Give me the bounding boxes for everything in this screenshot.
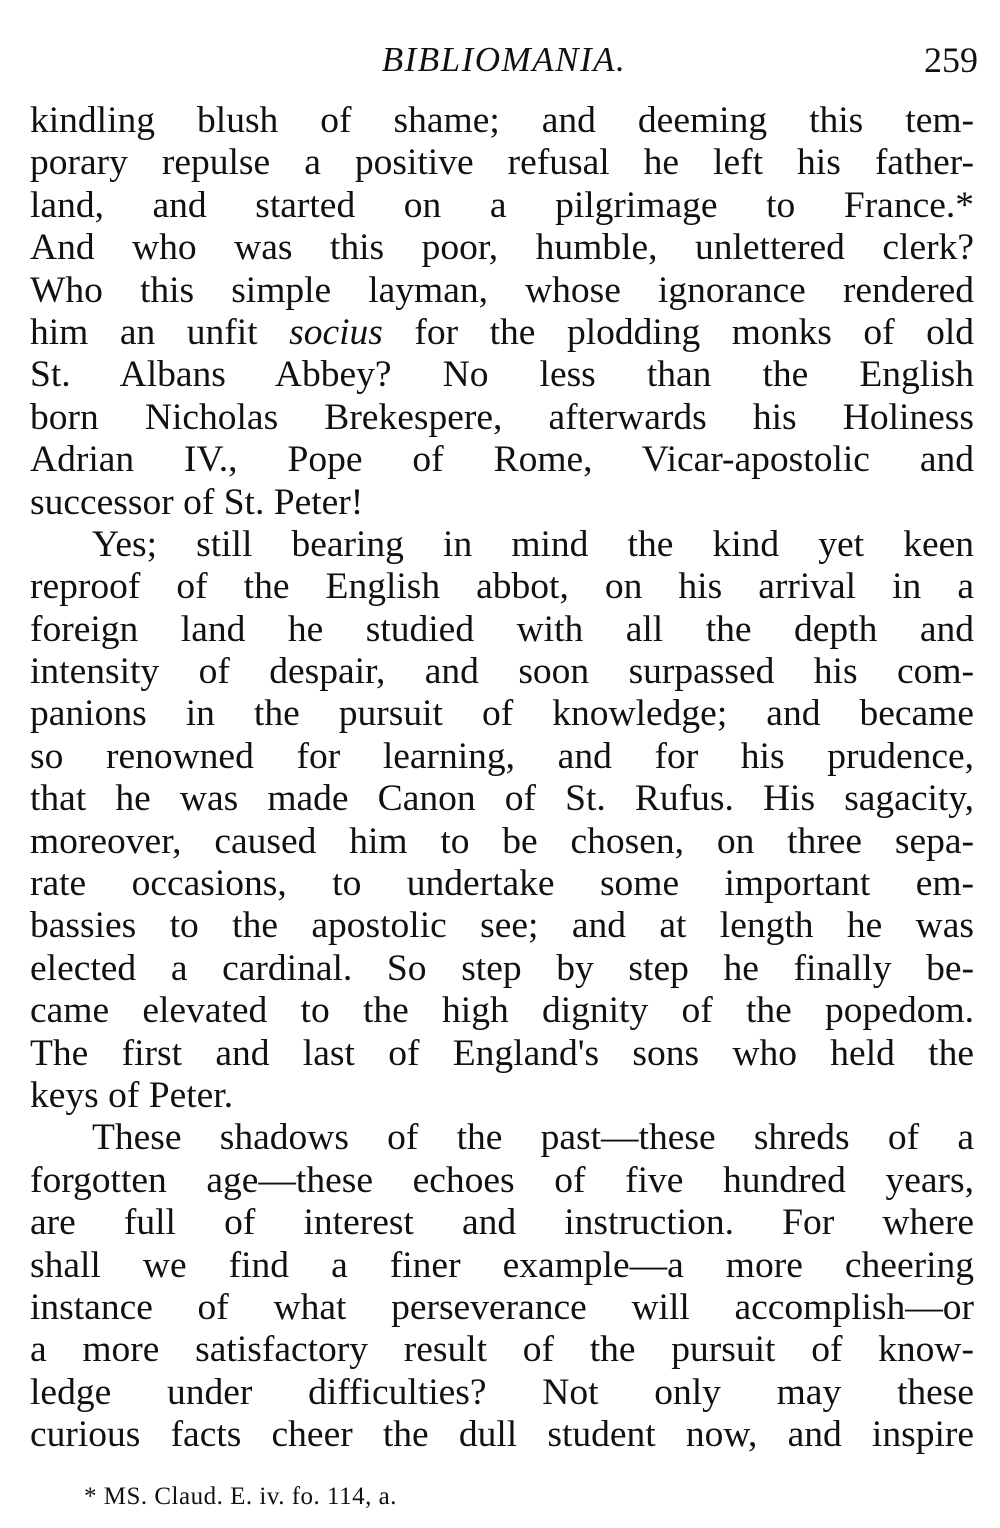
text-line: successor of St. Peter!: [30, 481, 364, 523]
text-line: shall we find a finer example—a more cheering: [30, 1244, 974, 1286]
text-line: intensity of despair, and soon surpassed his com-: [30, 651, 974, 693]
text-line: moreover, caused him to be chosen, on three sepa-: [30, 820, 974, 862]
text-line: that he was made Canon of St. Rufus. His sagacity,: [30, 778, 974, 820]
text-line: Yes; still bearing in mind the kind yet keen: [92, 523, 974, 565]
text-line: ledge under difficulties? Not only may these: [30, 1371, 974, 1413]
running-title: BIBLIOMANIA.: [381, 40, 627, 79]
text-line: Who this simple layman, whose ignorance rendered: [30, 269, 974, 311]
text-line: panions in the pursuit of knowledge; and became: [30, 693, 974, 735]
text-line: bassies to the apostolic see; and at length he was: [30, 905, 974, 947]
text-line: keys of Peter.: [30, 1074, 234, 1116]
running-head: [30, 36, 978, 84]
text-line: him an unfit socius for the plodding monks of old: [30, 311, 974, 353]
text-line: land, and started on a pilgrimage to France.*: [30, 184, 974, 226]
page-number: 259: [924, 40, 978, 80]
text-line: foreign land he studied with all the depth and: [30, 608, 974, 650]
text-line: so renowned for learning, and for his prudence,: [30, 735, 974, 777]
text-line: instance of what perseverance will accomplish—or: [30, 1286, 974, 1328]
text-line: reproof of the English abbot, on his arrival in a: [30, 566, 974, 608]
text-line: rate occasions, to undertake some important em-: [30, 863, 974, 905]
text-line: are full of interest and instruction. For where: [30, 1202, 974, 1244]
body-text: [30, 100, 974, 1457]
text-line: elected a cardinal. So step by step he finally be-: [30, 947, 974, 989]
text-line: Adrian IV., Pope of Rome, Vicar-apostolic and: [30, 439, 974, 481]
text-line: And who was this poor, humble, unlettered clerk?: [30, 227, 974, 269]
text-line: These shadows of the past—these shreds of a: [92, 1117, 974, 1159]
text-line: The first and last of England's sons who held the: [30, 1032, 974, 1074]
text-line: forgotten age—these echoes of five hundred years,: [30, 1159, 974, 1201]
text-line: kindling blush of shame; and deeming this tem-: [30, 100, 974, 141]
footnote: * MS. Claud. E. iv. fo. 114, a.: [84, 1483, 397, 1510]
text-line: a more satisfactory result of the pursuit of know-: [30, 1329, 974, 1371]
text-line: born Nicholas Brekespere, afterwards his Holiness: [30, 396, 974, 438]
text-line: curious facts cheer the dull student now, and inspire: [30, 1414, 974, 1456]
text-line: porary repulse a positive refusal he left his father-: [30, 142, 974, 184]
text-line: came elevated to the high dignity of the popedom.: [30, 990, 974, 1032]
text-line: St. Albans Abbey? No less than the English: [30, 354, 974, 396]
italic-word: socius: [289, 311, 383, 353]
